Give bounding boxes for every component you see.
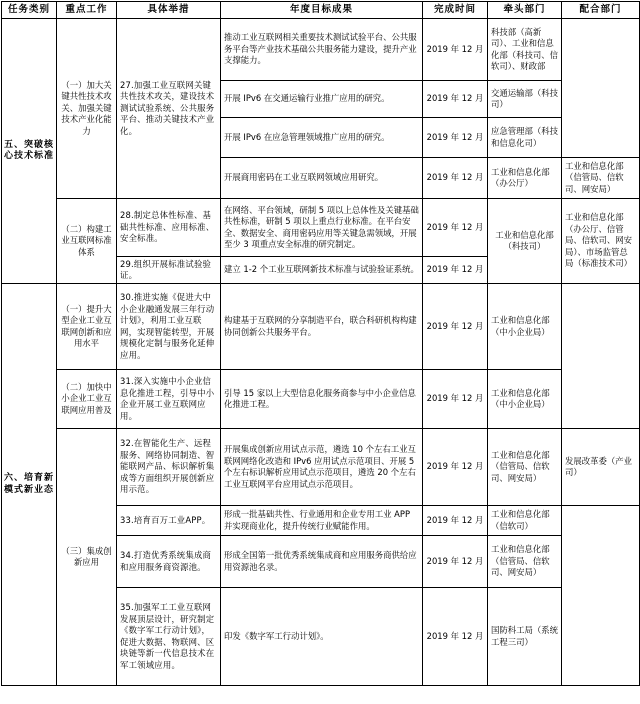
time-cell: 2019 年 12 月 (423, 19, 488, 81)
time-cell: 2019 年 12 月 (423, 284, 488, 370)
time-cell: 2019 年 12 月 (423, 370, 488, 429)
lead-cell: 工业和信息化部（信管局、信软司、网安局） (488, 429, 562, 506)
goal-cell: 形成全国第一批优秀系统集成商和应用服务商供给应用资源池名录。 (221, 536, 423, 588)
time-cell: 2019 年 12 月 (423, 158, 488, 199)
support-cell (562, 19, 640, 158)
measure-cell: 28.制定总体性标准、基础共性标准、应用标准、安全标准。 (117, 199, 221, 257)
lead-cell: 应急管理部（科技和信息化司） (488, 118, 562, 158)
measure-cell: 35.加强军工工业互联网发展顶层设计，研究制定《数字军工行动计划》，促进大数据、物联网、区块链等新一代信息技术在军工领域应用。 (117, 588, 221, 686)
time-cell: 2019 年 12 月 (423, 81, 488, 118)
key-work-cell: （一）提升大型企业工业互联网创新和应用水平 (57, 284, 117, 370)
key-work-cell: （二）加快中小企业工业互联网应用普及 (57, 370, 117, 429)
table-row (2, 370, 640, 429)
measure-cell: 32.在智能化生产、远程服务、网络协同制造、智能联网产品、标识解析集成等方面组织开展创新应用示范。 (117, 429, 221, 506)
goal-cell: 推动工业互联网相关重要技术测试试验平台、公共服务平台等产业技术基础公共服务能力建设，提升产业支撑能力。 (221, 19, 423, 81)
goal-cell: 形成一批基础共性、行业通用和企业专用工业 APP 并实现商业化，提升传统行业赋能作用。 (221, 506, 423, 536)
header-annual-goal: 年度目标成果 (221, 2, 423, 19)
goal-cell: 在网络、平台领域，研制 5 项以上总体性及关键基础共性标准，研制 5 项以上重点行业标准。在平台安全、数据安全、商用密码应用等关键急需领域，开展至少 3 项重点安全标准的研究制定。 (221, 199, 423, 257)
work-plan-table (1, 1, 640, 686)
support-cell: 工业和信息化部（信管局、信软司、网安局） (562, 158, 640, 199)
goal-cell: 印发《数字军工行动计划》。 (221, 588, 423, 686)
goal-cell: 开展 IPv6 在交通运输行业推广应用的研究。 (221, 81, 423, 118)
time-cell: 2019 年 12 月 (423, 429, 488, 506)
header-support-department: 配合部门 (562, 2, 640, 19)
category-cell: 五、突破核心技术标准 (2, 19, 57, 284)
measure-cell: 33.培育百万工业APP。 (117, 506, 221, 536)
header-category: 任务类别 (2, 2, 57, 19)
key-work-cell: （二）构建工业互联网标准体系 (57, 199, 117, 284)
header-completion-time: 完成时间 (423, 2, 488, 19)
lead-cell: 国防科工局（系统工程三司） (488, 588, 562, 686)
lead-cell: 科技部（高新司）、工业和信息化部（科技司、信软司）、财政部 (488, 19, 562, 81)
key-work-cell: （一）加大关键共性技术攻关、加强关键技术产业化能力 (57, 19, 117, 199)
measure-cell: 30.推进实施《促进大中小企业融通发展三年行动计划》，利用工业互联网，实现智能转型，开展规模化定制与服务化延伸应用。 (117, 284, 221, 370)
goal-cell: 开展 IPv6 在应急管理领域推广应用的研究。 (221, 118, 423, 158)
support-cell: 工业和信息化部（办公厅、信管局、信软司、网安局）、市场监管总局（标准技术司） (562, 199, 640, 284)
table-row (2, 199, 640, 257)
header-measures: 具体举措 (117, 2, 221, 19)
category-cell: 六、培育新模式新业态 (2, 284, 57, 686)
lead-cell: 工业和信息化部（办公厅） (488, 158, 562, 199)
lead-cell: 工业和信息化部（科技司） (488, 199, 562, 284)
goal-cell: 开展商用密码在工业互联网领域应用研究。 (221, 158, 423, 199)
support-cell (562, 506, 640, 686)
header-key-work: 重点工作 (57, 2, 117, 19)
goal-cell: 引导 15 家以上大型信息化服务商参与中小企业信息化推进工程。 (221, 370, 423, 429)
goal-cell: 构建基于互联网的分享制造平台，联合科研机构构建协同创新公共服务平台。 (221, 284, 423, 370)
measure-cell: 31.深入实施中小企业信息化推进工程，引导中小企业开展工业互联网应用。 (117, 370, 221, 429)
goal-cell: 开展集成创新应用试点示范，遴选 10 个左右工业互联网网络化改造和 IPv6 应用试点示范项目、开展 5 个左右标识解析应用试点示范项目，遴选 20 个左右工业互联网平台应用试点示范项目。 (221, 429, 423, 506)
time-cell: 2019 年 12 月 (423, 257, 488, 284)
support-cell (562, 284, 640, 429)
lead-cell: 工业和信息化部（信软司） (488, 506, 562, 536)
key-work-cell: （三）集成创新应用 (57, 429, 117, 686)
time-cell: 2019 年 12 月 (423, 118, 488, 158)
time-cell: 2019 年 12 月 (423, 506, 488, 536)
table-row (2, 19, 640, 81)
time-cell: 2019 年 12 月 (423, 536, 488, 588)
header-row (2, 2, 640, 19)
measure-cell: 27.加强工业互联网关键共性技术攻关，建设技术测试试验系统、公共服务平台、推动关键技术产业化。 (117, 19, 221, 199)
support-cell: 发展改革委（产业司） (562, 429, 640, 506)
time-cell: 2019 年 12 月 (423, 588, 488, 686)
lead-cell: 工业和信息化部（信管局、信软司、网安局） (488, 536, 562, 588)
measure-cell: 29.组织开展标准试验验证。 (117, 257, 221, 284)
table-row (2, 429, 640, 506)
header-lead-department: 牵头部门 (488, 2, 562, 19)
lead-cell: 交通运输部（科技司） (488, 81, 562, 118)
time-cell: 2019 年 12 月 (423, 199, 488, 257)
lead-cell: 工业和信息化部（中小企业局） (488, 370, 562, 429)
measure-cell: 34.打造优秀系统集成商和应用服务商资源池。 (117, 536, 221, 588)
lead-cell: 工业和信息化部（中小企业局） (488, 284, 562, 370)
goal-cell: 建立 1-2 个工业互联网新技术标准与试验验证系统。 (221, 257, 423, 284)
table-row (2, 284, 640, 370)
